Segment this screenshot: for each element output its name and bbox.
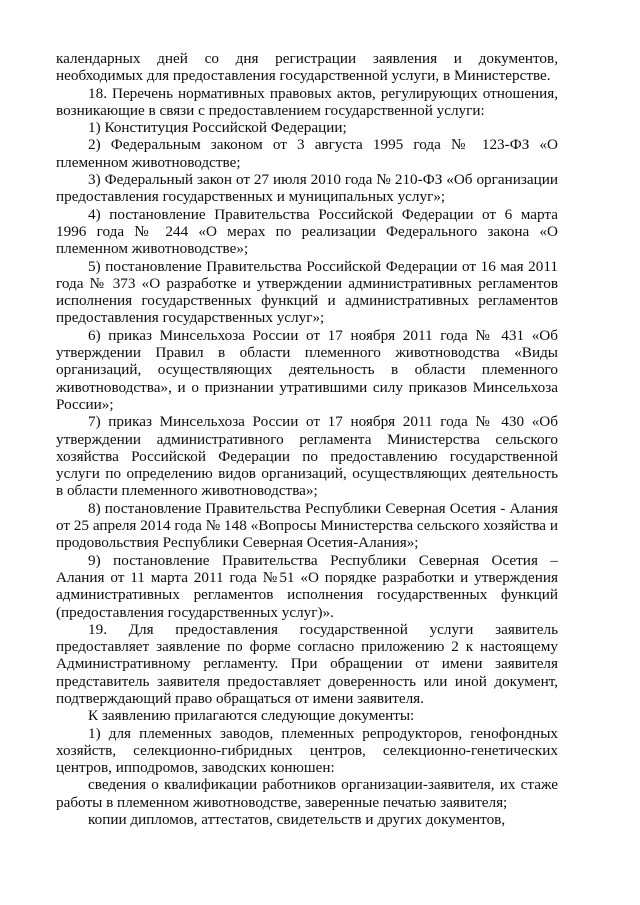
- paragraph-continuation: календарных дней со дня регистрации заявления и документов, необходимых для предоставления государственной услуги, в Министерстве.: [56, 50, 558, 85]
- list-item-3: 3) Федеральный закон от 27 июля 2010 года № 210-ФЗ «Об организации предоставления государственных и муниципальных услуг»;: [56, 171, 558, 206]
- paragraph-19: 19. Для предоставления государственной услуги заявитель предоставляет заявление по форме согласно приложению 2 к настоящему Административному регламенту. При обращении от имени заявителя представитель заявителя предоставляет доверенность или иной документ, подтверждающий право обращаться от имени заявителя.: [56, 620, 558, 707]
- list-item-2: 2) Федеральным законом от 3 августа 1995 года № 123-ФЗ «О племенном животноводстве;: [56, 136, 558, 171]
- attachments-intro: К заявлению прилагаются следующие документы:: [88, 707, 415, 725]
- paragraph-18-heading: 18. Перечень нормативных правовых актов, регулирующих отношения, возникающие в связи с предоставлением государственной услуги:: [56, 84, 558, 119]
- list-item-1: 1) Конституция Российской Федерации;: [88, 119, 347, 137]
- list-item-7: 7) приказ Минсельхоза России от 17 ноября 2011 года № 430 «Об утверждении административного регламента Министерства сельского хозяйства Российской Федерации по предоставлению государственной услуги по определению видов организаций, осуществляющих деятельность в области племенного животноводства»;: [56, 413, 558, 500]
- attachments-qualification: сведения о квалификации работников организации-заявителя, их стаже работы в племенном животноводстве, заверенные печатью заявителя;: [56, 776, 558, 811]
- attachments-diplomas: копии дипломов, аттестатов, свидетельств и других документов,: [88, 811, 506, 829]
- list-item-9: 9) постановление Правительства Республики Северная Осетия – Алания от 11 марта 2011 года №51 «О порядке разработки и утверждения административных регламентов исполнения государственных функций (предоставления государственных услуг)».: [56, 551, 558, 621]
- list-item-4: 4) постановление Правительства Российской Федерации от 6 марта 1996 года № 244 «О мерах по реализации Федерального закона «О племенном животноводстве»;: [56, 205, 558, 258]
- document-page: [56, 50, 558, 828]
- list-item-8: 8) постановление Правительства Республики Северная Осетия - Алания от 25 апреля 2014 года № 148 «Вопросы Министерства сельского хозяйства и продовольствия Республики Северная Осетия-Алания»;: [56, 499, 558, 552]
- list-item-5: 5) постановление Правительства Российской Федерации от 16 мая 2011 года № 373 «О разработке и утверждении административных регламентов исполнения государственных функций и административных регламентов предоставления государственных услуг»;: [56, 257, 558, 327]
- attachments-item-1: 1) для племенных заводов, племенных репродукторов, генофондных хозяйств, селекционно-гибридных центров, селекционно-генетических центров, ипподромов, заводских конюшен:: [56, 724, 558, 777]
- list-item-6: 6) приказ Минсельхоза России от 17 ноября 2011 года № 431 «Об утверждении Правил в области племенного животноводства «Виды организаций, осуществляющих деятельность в области племенного животноводства», и о признании утратившими силу приказов Минсельхоза России»;: [56, 326, 558, 413]
